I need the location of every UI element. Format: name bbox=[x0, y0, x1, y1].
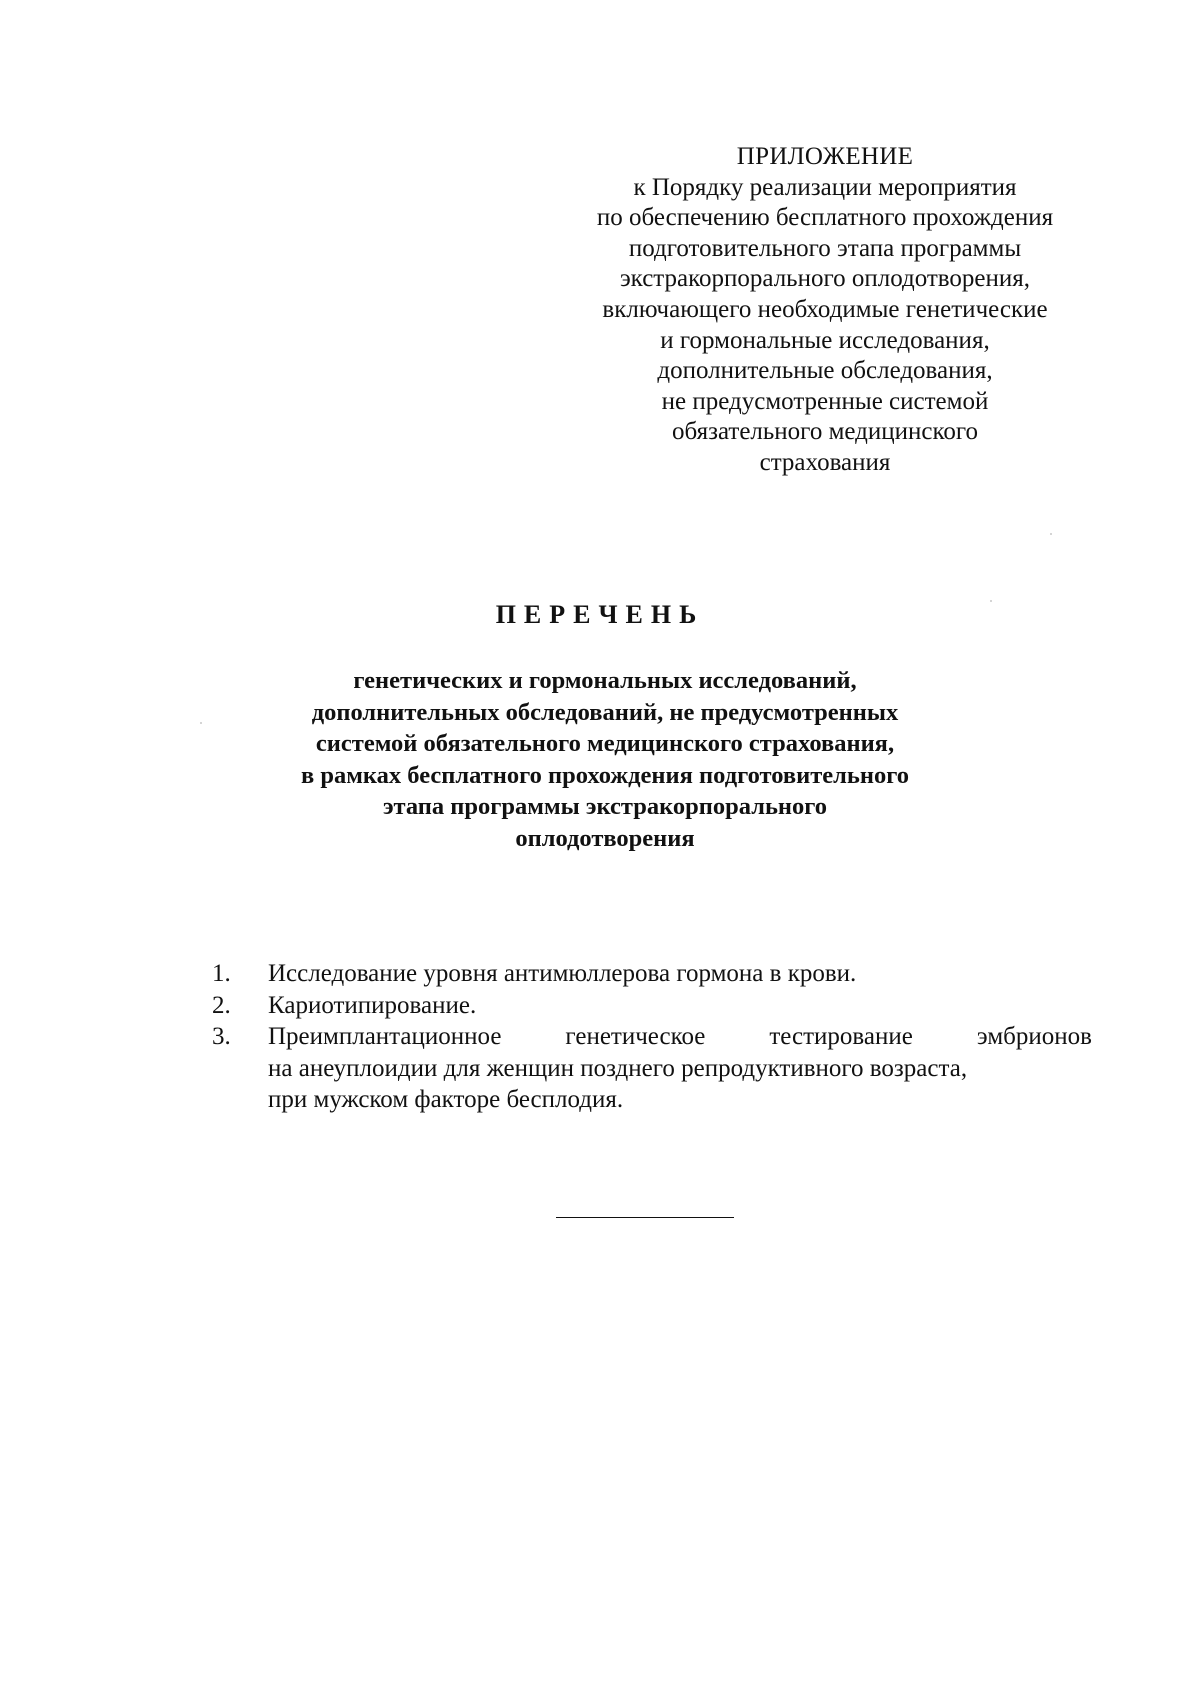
appendix-line: к Порядку реализации мероприятия bbox=[633, 173, 1017, 201]
subtitle-line: в рамках бесплатного прохождения подготовительного bbox=[301, 761, 909, 789]
scan-speck bbox=[1050, 533, 1052, 535]
item-word: Преимплантационное bbox=[268, 1023, 502, 1050]
appendix-line: подготовительного этапа программы bbox=[628, 234, 1022, 262]
item-text bbox=[268, 958, 1092, 990]
closing-rule bbox=[556, 1217, 734, 1218]
subtitle-line: системой обязательного медицинского страхования, bbox=[315, 730, 895, 758]
item-line: Исследование уровня антимюллерова гормона в крови. bbox=[268, 960, 857, 987]
document-subtitle bbox=[240, 665, 970, 855]
item-line: Кариотипирование. bbox=[268, 991, 477, 1019]
item-word: эмбрионов bbox=[976, 1023, 1092, 1050]
numbered-list bbox=[212, 958, 1092, 1116]
item-text bbox=[268, 1021, 1092, 1116]
appendix-heading: ПРИЛОЖЕНИЕ bbox=[736, 143, 914, 170]
document-title: ПЕРЕЧЕНЬ bbox=[495, 600, 705, 629]
appendix-line: включающего необходимые генетические bbox=[602, 295, 1048, 323]
item-text bbox=[268, 990, 1092, 1022]
scan-speck bbox=[990, 600, 992, 602]
list-item bbox=[212, 1021, 1092, 1116]
appendix-line: дополнительные обследования, bbox=[657, 357, 993, 385]
appendix-line: по обеспечению бесплатного прохождения bbox=[596, 204, 1054, 232]
list-item bbox=[212, 958, 1092, 990]
scan-speck bbox=[200, 722, 202, 724]
appendix-line: обязательного медицинского bbox=[671, 418, 978, 446]
subtitle-line: оплодотворения bbox=[515, 824, 695, 852]
appendix-header bbox=[540, 142, 1110, 479]
item-word: тестирование bbox=[769, 1023, 913, 1050]
subtitle-line: генетических и гормональных исследований, bbox=[353, 667, 857, 694]
list-item bbox=[212, 990, 1092, 1022]
item-line: на анеуплоидии для женщин позднего репродуктивного возраста, bbox=[268, 1054, 968, 1082]
appendix-line: не предусмотренные системой bbox=[661, 387, 989, 415]
item-number: 1. bbox=[212, 960, 231, 987]
subtitle-line: дополнительных обследований, не предусмотренных bbox=[311, 698, 899, 726]
subtitle-line: этапа программы экстракорпорального bbox=[382, 793, 828, 821]
appendix-line: экстракорпорального оплодотворения, bbox=[619, 265, 1031, 293]
item-line: при мужском факторе бесплодия. bbox=[268, 1086, 624, 1113]
item-word: генетическое bbox=[565, 1023, 706, 1050]
appendix-line: и гормональные исследования, bbox=[660, 326, 990, 354]
item-number: 2. bbox=[212, 991, 231, 1019]
item-number: 3. bbox=[212, 1023, 231, 1050]
item-justified-line bbox=[268, 1021, 1092, 1053]
appendix-line: страхования bbox=[759, 448, 891, 476]
